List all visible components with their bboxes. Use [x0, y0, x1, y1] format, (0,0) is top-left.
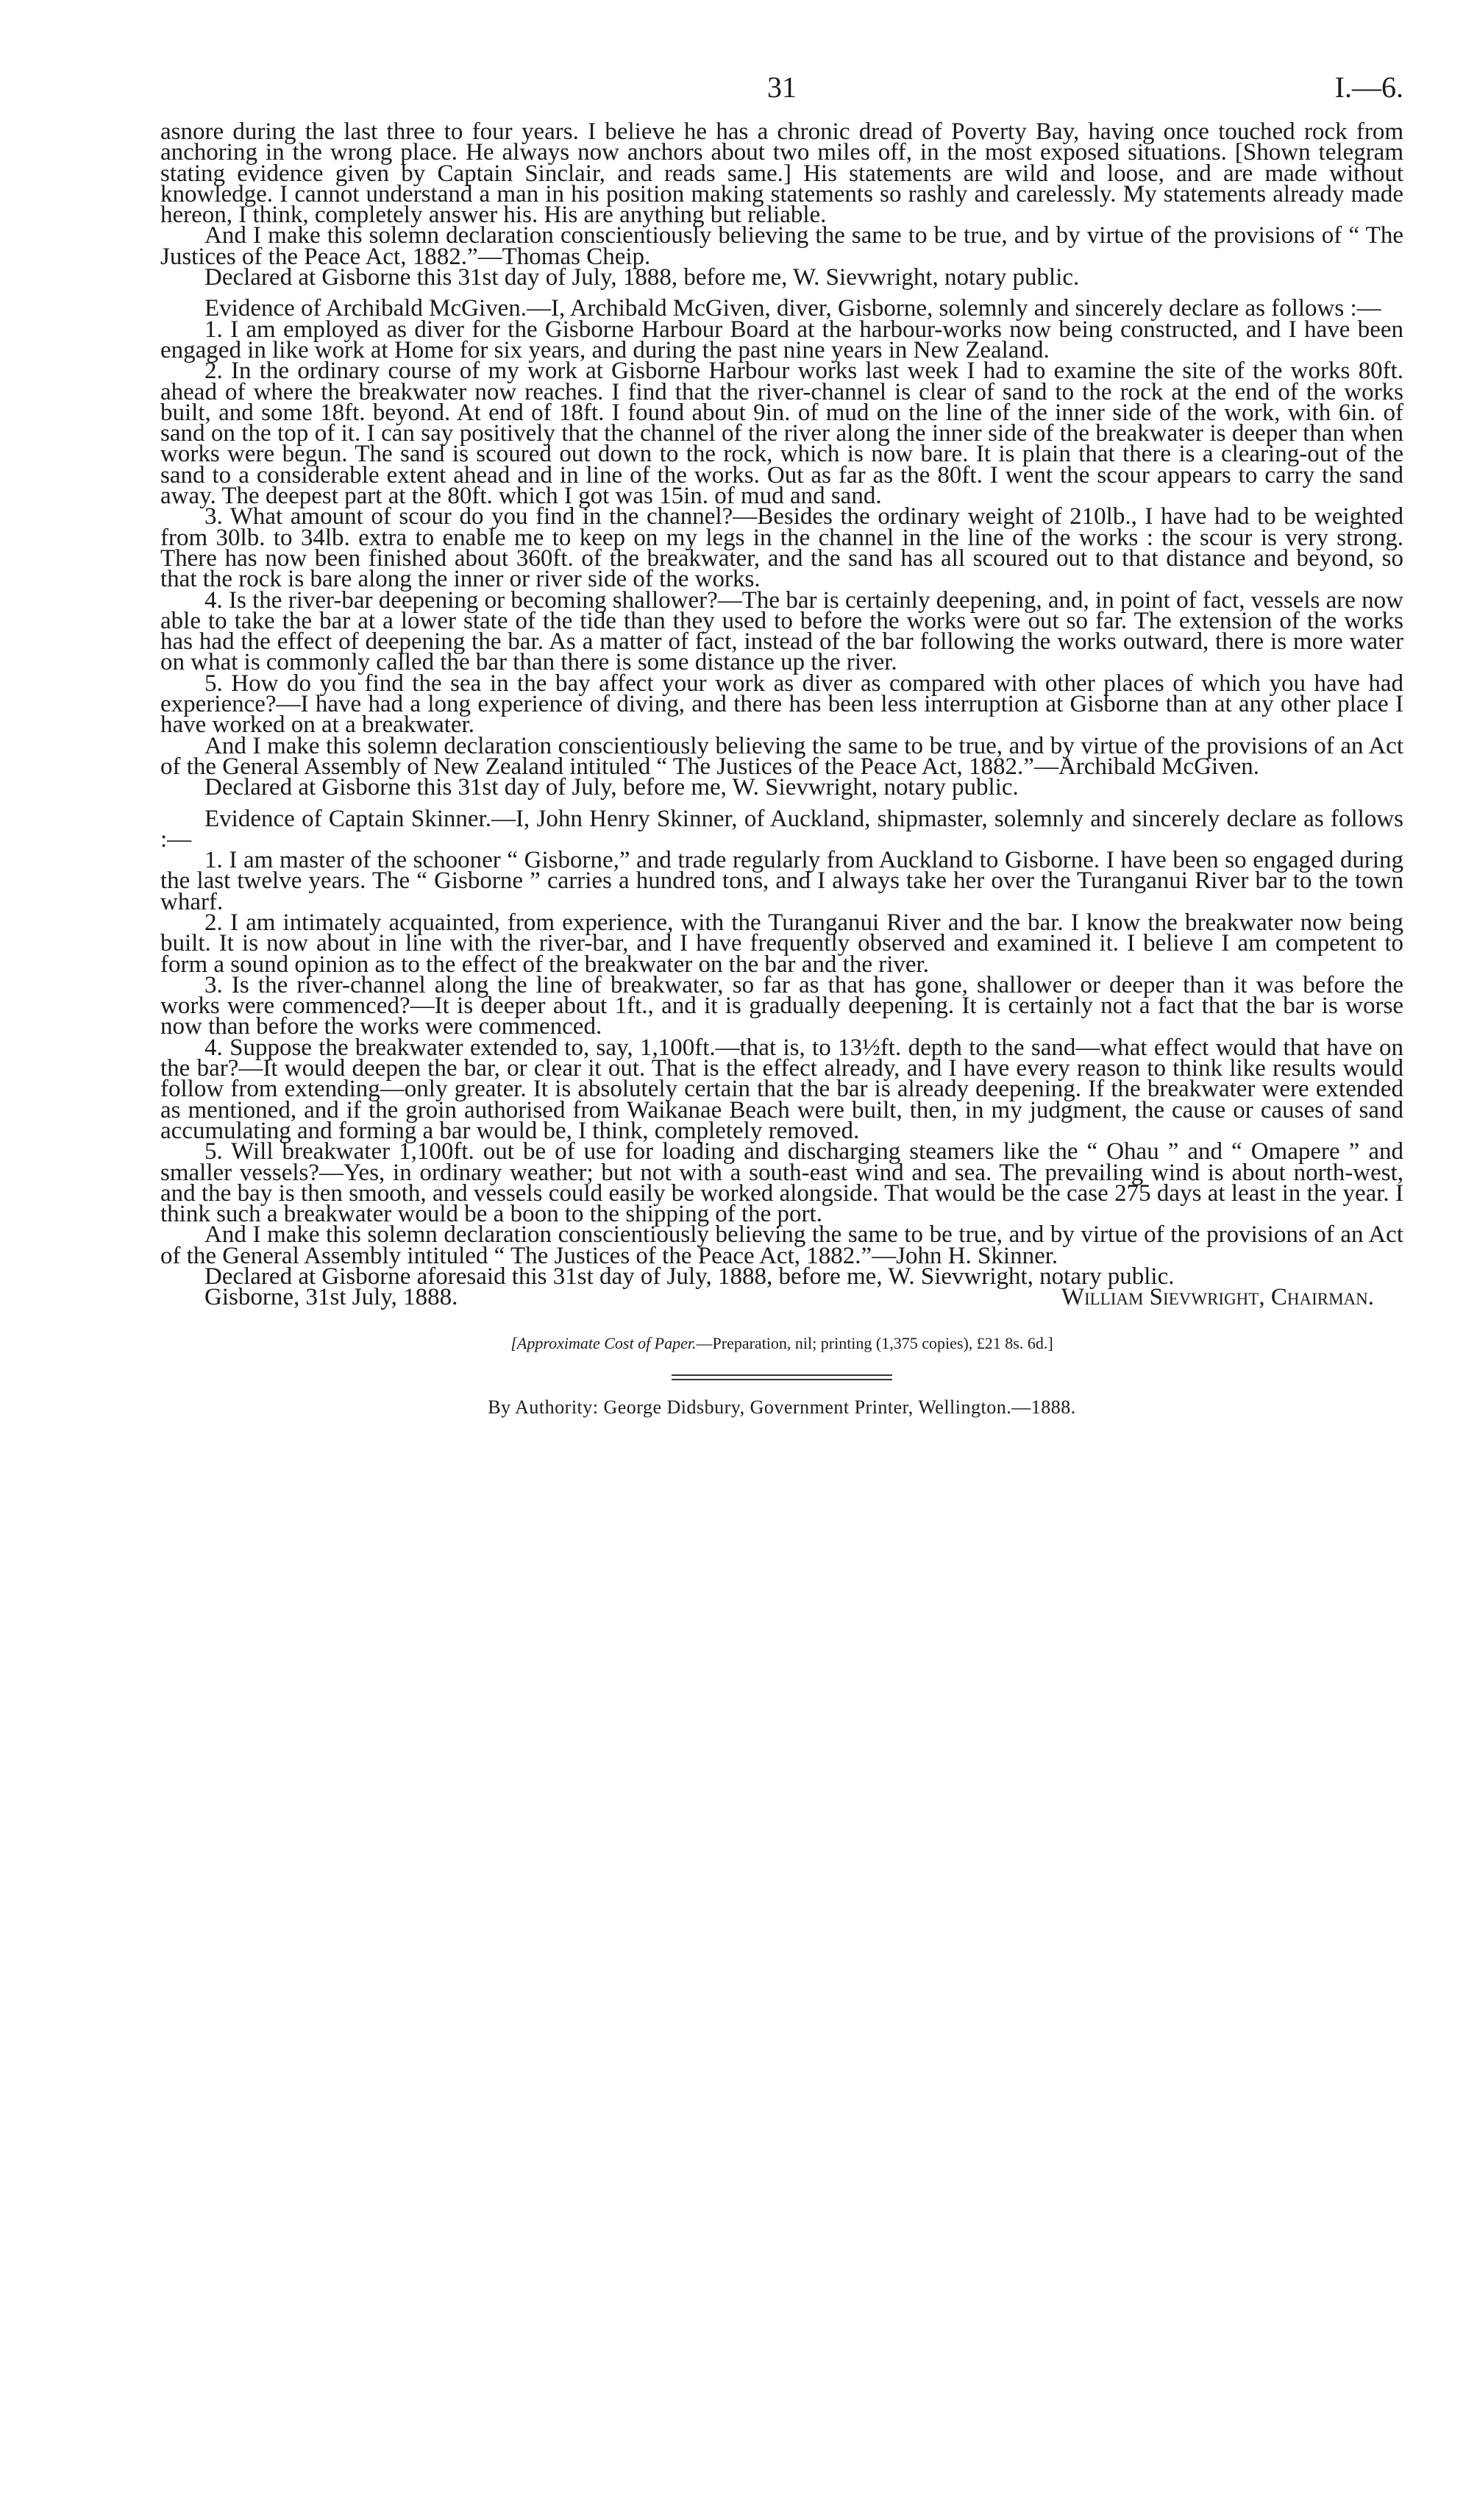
paragraph: Declared at Gisborne this 31st day of July, 1888, before me, W. Sievwright, notary public.	[204, 264, 1080, 291]
paragraph: Evidence of Archibald McGiven.—I, Archibald McGiven, diver, Gisborne, solemnly and sincerely declare as follows :—	[204, 295, 1381, 322]
page-number: 31	[767, 71, 797, 104]
paragraph: asnore during the last three to four years. I believe he has a chronic dread of Poverty Bay, having once touched rock from anchoring in the wrong place. He always now anchors about two miles off, in the most exposed situations. [Shown telegram stating evidence given by Captain Sinclair, and reads same.] His statements are wild and loose, and are made without knowledge. I cannot understand a man in his position making statements so rashly and carelessly. My statements already made hereon, I think, completely answer his. His are anything but reliable.	[160, 118, 1403, 229]
document-body	[160, 118, 1403, 1311]
paragraph: 1. I am master of the schooner “ Gisborne,” and trade regularly from Auckland to Gisborne. I have been so engaged during the last twelve years. The “ Gisborne ” carries a hundred tons, and I always take her over the Turanganui River bar to the town wharf.	[160, 847, 1403, 915]
cost-note	[160, 1333, 1403, 1354]
paragraph: 4. Suppose the breakwater extended to, say, 1,100ft.—that is, to 13½ft. depth to the sand—what effect would that have on the bar?—It would deepen the bar, or clear it out. That is the effect already, and I have every reason to think like results would follow from extending—only greater. It is absolutely certain that the bar is already deepening. If the breakwater were extended as mentioned, and if the groin authorised from Waikanae Beach were built, then, in my judgment, the cause or causes of sand accumulating and forming a bar would be, I think, completely removed.	[160, 1034, 1403, 1144]
paragraph: 5. Will breakwater 1,100ft. out be of use for loading and discharging steamers like the “ Ohau ” and “ Omapere ” and smaller vessels?—Yes, in ordinary weather; but not with a south-east wind and sea. The prevailing wind is about north-west, and the bay is then smooth, and vessels could easily be worked alongside. That would be the case 275 days at least in the year. I think such a breakwater would be a boon to the shipping of the port.	[160, 1138, 1403, 1228]
closing-place-date: Gisborne, 31st July, 1888.	[204, 1284, 458, 1311]
closing-signature-line	[160, 1284, 1403, 1311]
paragraph: Declared at Gisborne this 31st day of July, before me, W. Sievwright, notary public.	[204, 774, 1019, 801]
paragraph: 5. How do you find the sea in the bay affect your work as diver as compared with other places of which you have had experience?—I have had a long experience of diving, and there has been less interruption at Gisborne than at any other place I have worked on at a breakwater.	[160, 670, 1403, 739]
section-cheip-continued	[160, 118, 1403, 291]
paragraph: And I make this solemn declaration conscientiously believing the same to be true, and by virtue of the provisions of an Act of the General Assembly of New Zealand intituled “ The Justices of the Peace Act, 1882.”—Archibald McGiven.	[160, 732, 1403, 780]
printer-imprint: By Authority: George Didsbury, Government Printer, Wellington.—1888.	[488, 1396, 1076, 1418]
cost-label: [Approximate Cost of Paper.	[510, 1333, 697, 1352]
paragraph: 2. I am intimately acquainted, from experience, with the Turanganui River and the bar. I know the breakwater now being built. It is now about in line with the river-bar, and I have frequently observed and examined it. I believe I am competent to form a sound opinion as to the effect of the breakwater on the bar and the river.	[160, 909, 1403, 978]
page-header	[160, 70, 1403, 121]
document-page	[160, 70, 1403, 1419]
footer-divider	[672, 1379, 892, 1380]
cost-detail: —Preparation, nil; printing (1,375 copies), £21 8s. 6d.]	[696, 1333, 1053, 1352]
paragraph: Declared at Gisborne aforesaid this 31st day of July, 1888, before me, W. Sievwright, notary public.	[204, 1263, 1175, 1291]
paragraph: 1. I am employed as diver for the Gisborne Harbour Board at the harbour-works now being constructed, and I have been engaged in like work at Home for six years, and during the past nine years in New Zealand.	[160, 316, 1403, 363]
paragraph: 4. Is the river-bar deepening or becoming shallower?—The bar is certainly deepening, and, in point of fact, vessels are now able to take the bar at a lower state of the tide than they used to before the works were out so far. The extension of the works has had the effect of deepening the bar. As a matter of fact, instead of the bar following the works outward, there is more water on what is commonly called the bar than there is some distance up the river.	[160, 586, 1403, 676]
paragraph: 3. Is the river-channel along the line of breakwater, so far as that has gone, shallower or deeper than it was before the works were commenced?—It is deeper about 1ft., and it is gradually deepening. It is certainly not a fact that the bar is worse now than before the works were commenced.	[160, 971, 1403, 1040]
paragraph: And I make this solemn declaration conscientiously believing the same to be true, and by virtue of the provisions of “ The Justices of the Peace Act, 1882.”—Thomas Cheip.	[160, 222, 1403, 270]
paragraph: And I make this solemn declaration conscientiously believing the same to be true, and by virtue of the provisions of an Act of the General Assembly intituled “ The Justices of the Peace Act, 1882.”—John H. Skinner.	[160, 1221, 1403, 1269]
document-reference: I.—6.	[1334, 71, 1403, 104]
section-mcgiven-evidence	[160, 295, 1403, 801]
closing-signer: William Sievwright, Chairman.	[1061, 1284, 1374, 1311]
paragraph: 3. What amount of scour do you find in the channel?—Besides the ordinary weight of 210lb., I have had to be weighted from 30lb. to 34lb. extra to enable me to keep on my legs in the channel in the line of the works : the scour is very strong. There has now been finished about 360ft. of the breakwater, and the sand has all scoured out to that distance and beyond, so that the rock is bare along the inner or river side of the works.	[160, 503, 1403, 593]
paragraph: 2. In the ordinary course of my work at Gisborne Harbour works last week I had to examine the site of the works 80ft. ahead of where the breakwater now reaches. I find that the river-channel is clear of sand to the rock at the end of the works built, and some 18ft. beyond. At end of 18ft. I found about 9in. of mud on the line of the inner side of the work, with 6in. of sand on the top of it. I can say positively that the channel of the river along the inner side of the breakwater is deeper than when works were begun. The sand is scoured out down to the rock, which is now bare. It is plain that there is a clearing-out of the sand to a considerable extent ahead and in line of the works. Out as far as the 80ft. I went the scour appears to carry the sand away. The deepest part at the 80ft. which I got was 15in. of mud and sand.	[160, 358, 1403, 510]
paragraph: Evidence of Captain Skinner.—I, John Henry Skinner, of Auckland, shipmaster, solemnly and sincerely declare as follows :—	[160, 805, 1403, 853]
section-skinner-evidence	[160, 805, 1403, 1311]
footer-divider	[672, 1374, 892, 1376]
